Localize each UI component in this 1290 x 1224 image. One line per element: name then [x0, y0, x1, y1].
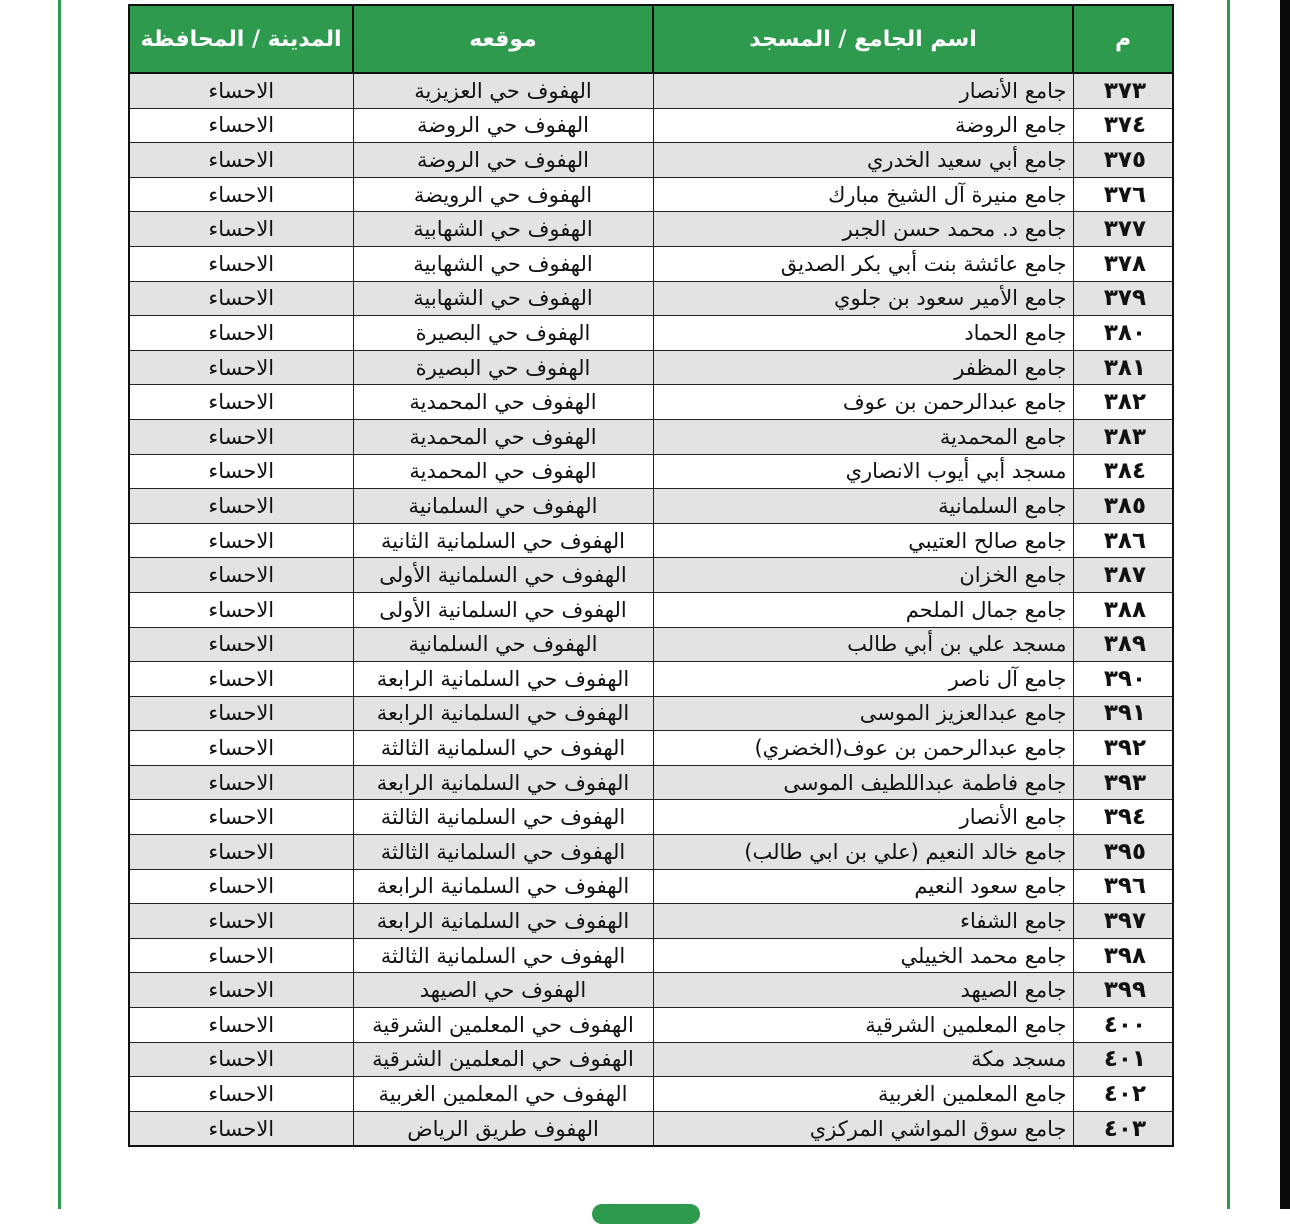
cell-mosque-name: جامع سوق المواشي المركزي: [653, 1111, 1073, 1146]
cell-location: الهفوف حي المعلمين الشرقية: [353, 1008, 653, 1043]
cell-location: الهفوف حي السلمانية الرابعة: [353, 696, 653, 731]
cell-city: الاحساء: [129, 454, 353, 489]
cell-mosque-name: جامع سعود النعيم: [653, 869, 1073, 904]
page-edge-shadow: [1280, 0, 1290, 1209]
cell-location: الهفوف حي السلمانية الأولى: [353, 558, 653, 593]
table-row: [129, 938, 1173, 973]
cell-mosque-name: جامع محمد الخييلي: [653, 938, 1073, 973]
table-row: [129, 1042, 1173, 1077]
cell-mosque-name: جامع عبدالعزيز الموسى: [653, 696, 1073, 731]
cell-location: الهفوف حي السلمانية الأولى: [353, 592, 653, 627]
cell-location: الهفوف حي السلمانية الثانية: [353, 523, 653, 558]
cell-mosque-name: جامع الشفاء: [653, 904, 1073, 939]
cell-mosque-name: مسجد أبي أيوب الانصاري: [653, 454, 1073, 489]
cell-mosque-name: جامع الحماد: [653, 316, 1073, 351]
cell-mosque-name: جامع المعلمين الغربية: [653, 1077, 1073, 1112]
cell-city: الاحساء: [129, 385, 353, 420]
cell-number: ٤٠٣: [1073, 1111, 1173, 1146]
cell-city: الاحساء: [129, 177, 353, 212]
cell-city: الاحساء: [129, 592, 353, 627]
cell-city: الاحساء: [129, 523, 353, 558]
table-row: [129, 696, 1173, 731]
table-row: [129, 454, 1173, 489]
cell-number: ٣٧٧: [1073, 212, 1173, 247]
table-row: [129, 281, 1173, 316]
cell-number: ٣٧٤: [1073, 108, 1173, 143]
cell-city: الاحساء: [129, 73, 353, 108]
cell-mosque-name: جامع الخزان: [653, 558, 1073, 593]
cell-number: ٣٧٨: [1073, 246, 1173, 281]
cell-city: الاحساء: [129, 143, 353, 178]
mosques-table: [128, 4, 1174, 1147]
header-number: م: [1073, 5, 1173, 73]
cell-location: الهفوف حي السلمانية: [353, 627, 653, 662]
cell-city: الاحساء: [129, 627, 353, 662]
cell-number: ٣٧٥: [1073, 143, 1173, 178]
cell-number: ٣٨١: [1073, 350, 1173, 385]
cell-number: ٣٨٩: [1073, 627, 1173, 662]
cell-mosque-name: جامع جمال الملحم: [653, 592, 1073, 627]
cell-city: الاحساء: [129, 765, 353, 800]
cell-city: الاحساء: [129, 1111, 353, 1146]
cell-mosque-name: جامع فاطمة عبداللطيف الموسى: [653, 765, 1073, 800]
cell-mosque-name: جامع الروضة: [653, 108, 1073, 143]
cell-number: ٣٨٦: [1073, 523, 1173, 558]
cell-mosque-name: جامع آل ناصر: [653, 662, 1073, 697]
cell-location: الهفوف حي السلمانية الثالثة: [353, 938, 653, 973]
cell-city: الاحساء: [129, 973, 353, 1008]
cell-number: ٣٧٦: [1073, 177, 1173, 212]
table-row: [129, 627, 1173, 662]
cell-mosque-name: جامع الأمير سعود بن جلوي: [653, 281, 1073, 316]
cell-mosque-name: جامع عائشة بنت أبي بكر الصديق: [653, 246, 1073, 281]
cell-number: ٣٨٢: [1073, 385, 1173, 420]
cell-mosque-name: جامع المظفر: [653, 350, 1073, 385]
cell-location: الهفوف حي الشهابية: [353, 212, 653, 247]
cell-number: ٣٩٥: [1073, 835, 1173, 870]
cell-city: الاحساء: [129, 1077, 353, 1112]
cell-location: الهفوف حي الروضة: [353, 108, 653, 143]
table-row: [129, 108, 1173, 143]
table-row: [129, 316, 1173, 351]
cell-city: الاحساء: [129, 869, 353, 904]
cell-mosque-name: جامع صالح العتيبي: [653, 523, 1073, 558]
table-row: [129, 765, 1173, 800]
cell-number: ٣٩٨: [1073, 938, 1173, 973]
header-city: المدينة / المحافظة: [129, 5, 353, 73]
table-row: [129, 177, 1173, 212]
cell-number: ٤٠٠: [1073, 1008, 1173, 1043]
table-row: [129, 1111, 1173, 1146]
table-row: [129, 419, 1173, 454]
cell-city: الاحساء: [129, 800, 353, 835]
cell-location: الهفوف حي السلمانية الرابعة: [353, 662, 653, 697]
cell-number: ٣٩٦: [1073, 869, 1173, 904]
cell-number: ٣٨٥: [1073, 489, 1173, 524]
cell-city: الاحساء: [129, 350, 353, 385]
cell-mosque-name: جامع د. محمد حسن الجبر: [653, 212, 1073, 247]
header-location: موقعه: [353, 5, 653, 73]
cell-location: الهفوف حي المحمدية: [353, 419, 653, 454]
table-row: [129, 246, 1173, 281]
table-row: [129, 212, 1173, 247]
table-row: [129, 385, 1173, 420]
table-row: [129, 523, 1173, 558]
cell-location: الهفوف حي السلمانية: [353, 489, 653, 524]
cell-number: ٣٨٧: [1073, 558, 1173, 593]
cell-mosque-name: جامع الصيهد: [653, 973, 1073, 1008]
cell-mosque-name: مسجد علي بن أبي طالب: [653, 627, 1073, 662]
cell-number: ٣٨٣: [1073, 419, 1173, 454]
cell-location: الهفوف طريق الرياض: [353, 1111, 653, 1146]
page-frame-left-line: [58, 0, 61, 1209]
cell-location: الهفوف حي البصيرة: [353, 316, 653, 351]
table-row: [129, 869, 1173, 904]
cell-location: الهفوف حي السلمانية الثالثة: [353, 800, 653, 835]
table-row: [129, 73, 1173, 108]
cell-city: الاحساء: [129, 696, 353, 731]
table-row: [129, 835, 1173, 870]
cell-mosque-name: مسجد مكة: [653, 1042, 1073, 1077]
cell-number: ٣٩٠: [1073, 662, 1173, 697]
cell-city: الاحساء: [129, 212, 353, 247]
cell-mosque-name: جامع السلمانية: [653, 489, 1073, 524]
table-row: [129, 731, 1173, 766]
cell-number: ٣٩٧: [1073, 904, 1173, 939]
cell-location: الهفوف حي الشهابية: [353, 281, 653, 316]
table-row: [129, 800, 1173, 835]
cell-city: الاحساء: [129, 1042, 353, 1077]
cell-number: ٤٠٢: [1073, 1077, 1173, 1112]
table-row: [129, 662, 1173, 697]
cell-number: ٣٩٢: [1073, 731, 1173, 766]
cell-city: الاحساء: [129, 835, 353, 870]
cell-mosque-name: جامع الأنصار: [653, 800, 1073, 835]
cell-location: الهفوف حي العزيزية: [353, 73, 653, 108]
cell-mosque-name: جامع المعلمين الشرقية: [653, 1008, 1073, 1043]
cell-number: ٤٠١: [1073, 1042, 1173, 1077]
cell-number: ٣٨٤: [1073, 454, 1173, 489]
cell-city: الاحساء: [129, 419, 353, 454]
cell-mosque-name: جامع خالد النعيم (علي بن ابي طالب): [653, 835, 1073, 870]
cell-location: الهفوف حي السلمانية الرابعة: [353, 904, 653, 939]
cell-location: الهفوف حي السلمانية الرابعة: [353, 765, 653, 800]
cell-location: الهفوف حي الشهابية: [353, 246, 653, 281]
cell-mosque-name: جامع أبي سعيد الخدري: [653, 143, 1073, 178]
cell-city: الاحساء: [129, 489, 353, 524]
cell-mosque-name: جامع عبدالرحمن بن عوف: [653, 385, 1073, 420]
cell-city: الاحساء: [129, 281, 353, 316]
cell-location: الهفوف حي البصيرة: [353, 350, 653, 385]
cell-number: ٣٩٩: [1073, 973, 1173, 1008]
cell-city: الاحساء: [129, 731, 353, 766]
cell-number: ٣٩١: [1073, 696, 1173, 731]
cell-location: الهفوف حي المحمدية: [353, 385, 653, 420]
cell-number: ٣٧٩: [1073, 281, 1173, 316]
table-row: [129, 350, 1173, 385]
table-body: [129, 73, 1173, 1146]
page-frame-right-line: [1227, 0, 1230, 1209]
cell-mosque-name: جامع عبدالرحمن بن عوف(الخضري): [653, 731, 1073, 766]
table-row: [129, 592, 1173, 627]
cell-location: الهفوف حي الصيهد: [353, 973, 653, 1008]
table-row: [129, 1077, 1173, 1112]
cell-city: الاحساء: [129, 1008, 353, 1043]
cell-location: الهفوف حي المعلمين الغربية: [353, 1077, 653, 1112]
cell-location: الهفوف حي السلمانية الثالثة: [353, 731, 653, 766]
mosques-table-container: [128, 4, 1172, 1147]
page-number-pill: [592, 1204, 700, 1224]
cell-number: ٣٩٣: [1073, 765, 1173, 800]
cell-city: الاحساء: [129, 938, 353, 973]
cell-city: الاحساء: [129, 558, 353, 593]
cell-mosque-name: جامع المحمدية: [653, 419, 1073, 454]
cell-city: الاحساء: [129, 316, 353, 351]
cell-city: الاحساء: [129, 246, 353, 281]
table-row: [129, 904, 1173, 939]
cell-location: الهفوف حي الروضة: [353, 143, 653, 178]
cell-location: الهفوف حي السلمانية الرابعة: [353, 869, 653, 904]
cell-number: ٣٨٠: [1073, 316, 1173, 351]
cell-number: ٣٨٨: [1073, 592, 1173, 627]
table-row: [129, 558, 1173, 593]
cell-number: ٣٩٤: [1073, 800, 1173, 835]
table-row: [129, 1008, 1173, 1043]
table-header-row: [129, 5, 1173, 73]
cell-location: الهفوف حي المحمدية: [353, 454, 653, 489]
cell-city: الاحساء: [129, 108, 353, 143]
cell-location: الهفوف حي الرويضة: [353, 177, 653, 212]
table-row: [129, 143, 1173, 178]
cell-mosque-name: جامع منيرة آل الشيخ مبارك: [653, 177, 1073, 212]
cell-location: الهفوف حي السلمانية الثالثة: [353, 835, 653, 870]
table-row: [129, 489, 1173, 524]
table-row: [129, 973, 1173, 1008]
header-mosque-name: اسم الجامع / المسجد: [653, 5, 1073, 73]
cell-mosque-name: جامع الأنصار: [653, 73, 1073, 108]
cell-number: ٣٧٣: [1073, 73, 1173, 108]
cell-city: الاحساء: [129, 662, 353, 697]
cell-city: الاحساء: [129, 904, 353, 939]
cell-location: الهفوف حي المعلمين الشرقية: [353, 1042, 653, 1077]
